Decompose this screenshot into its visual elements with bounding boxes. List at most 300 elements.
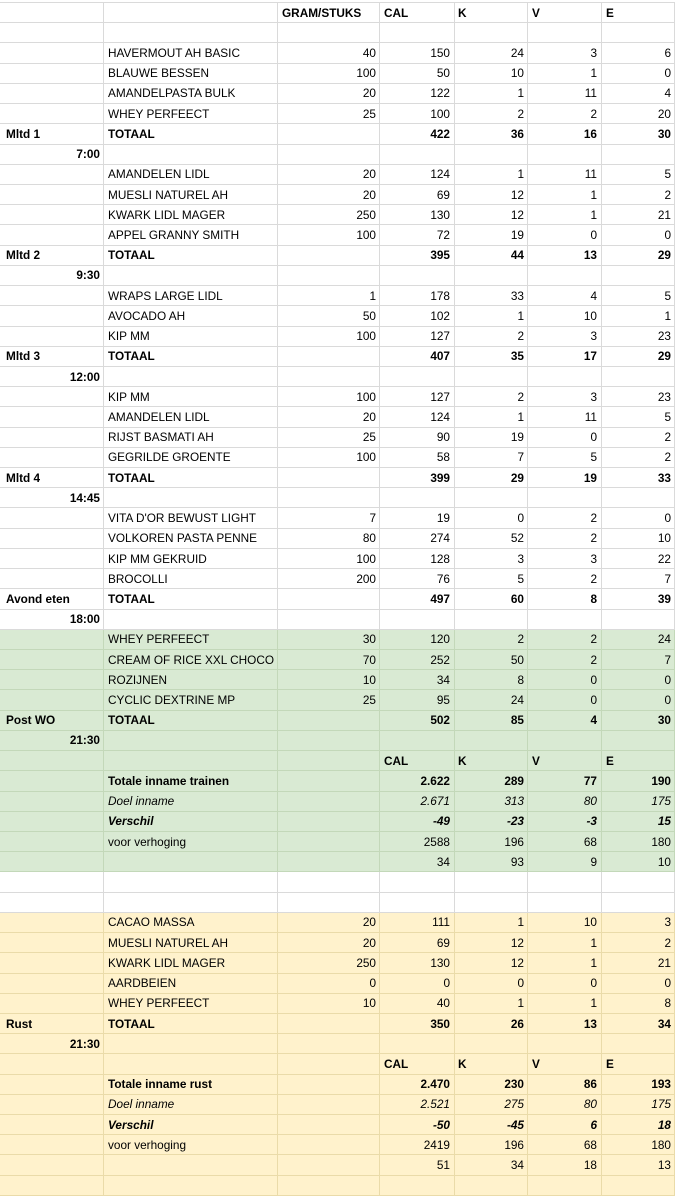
meal-label-cell[interactable]	[0, 792, 104, 812]
fat-cell[interactable]: -3	[528, 812, 602, 832]
food-name-cell[interactable]: KWARK LIDL MAGER	[104, 205, 278, 225]
carbs-cell[interactable]	[455, 266, 528, 286]
protein-cell[interactable]: 7	[602, 650, 675, 670]
carbs-cell[interactable]: K	[455, 1054, 528, 1074]
meal-label-cell[interactable]	[0, 670, 104, 690]
fat-cell[interactable]: V	[528, 3, 602, 23]
food-name-cell[interactable]: MUESLI NATUREL AH	[104, 185, 278, 205]
protein-cell[interactable]: 0	[602, 670, 675, 690]
fat-cell[interactable]: 10	[528, 306, 602, 326]
gram-cell[interactable]	[278, 246, 380, 266]
calories-cell[interactable]: 34	[380, 852, 455, 872]
food-name-cell[interactable]: ROZIJNEN	[104, 670, 278, 690]
meal-label-cell[interactable]: Post WO	[0, 711, 104, 731]
meal-label-cell[interactable]	[0, 84, 104, 104]
protein-cell[interactable]: 0	[602, 508, 675, 528]
protein-cell[interactable]: 180	[602, 1135, 675, 1155]
food-name-cell[interactable]: Doel inname	[104, 792, 278, 812]
protein-cell[interactable]	[602, 893, 675, 913]
gram-cell[interactable]: 30	[278, 630, 380, 650]
calories-cell[interactable]: 274	[380, 529, 455, 549]
carbs-cell[interactable]: 33	[455, 286, 528, 306]
meal-label-cell[interactable]	[0, 974, 104, 994]
protein-cell[interactable]: E	[602, 751, 675, 771]
protein-cell[interactable]: 29	[602, 347, 675, 367]
carbs-cell[interactable]: 26	[455, 1014, 528, 1034]
gram-cell[interactable]: 50	[278, 306, 380, 326]
carbs-cell[interactable]: 93	[455, 852, 528, 872]
meal-label-cell[interactable]: Mltd 3	[0, 347, 104, 367]
meal-label-cell[interactable]	[0, 23, 104, 43]
fat-cell[interactable]	[528, 23, 602, 43]
protein-cell[interactable]: 21	[602, 953, 675, 973]
calories-cell[interactable]	[380, 23, 455, 43]
meal-label-cell[interactable]: 21:30	[0, 731, 104, 751]
protein-cell[interactable]: E	[602, 1054, 675, 1074]
food-name-cell[interactable]	[104, 1054, 278, 1074]
protein-cell[interactable]: 18	[602, 1115, 675, 1135]
food-name-cell[interactable]: WRAPS LARGE LIDL	[104, 286, 278, 306]
food-name-cell[interactable]	[104, 266, 278, 286]
carbs-cell[interactable]: 5	[455, 569, 528, 589]
protein-cell[interactable]: 5	[602, 286, 675, 306]
calories-cell[interactable]: 95	[380, 690, 455, 710]
meal-label-cell[interactable]	[0, 913, 104, 933]
meal-label-cell[interactable]	[0, 185, 104, 205]
fat-cell[interactable]: 11	[528, 407, 602, 427]
food-name-cell[interactable]: AVOCADO AH	[104, 306, 278, 326]
fat-cell[interactable]: 68	[528, 1135, 602, 1155]
calories-cell[interactable]: 19	[380, 508, 455, 528]
meal-label-cell[interactable]	[0, 286, 104, 306]
carbs-cell[interactable]: 1	[455, 165, 528, 185]
calories-cell[interactable]	[380, 1034, 455, 1054]
food-name-cell[interactable]: KIP MM	[104, 327, 278, 347]
fat-cell[interactable]: 8	[528, 589, 602, 609]
fat-cell[interactable]: 86	[528, 1075, 602, 1095]
protein-cell[interactable]: 1	[602, 306, 675, 326]
carbs-cell[interactable]	[455, 893, 528, 913]
meal-label-cell[interactable]	[0, 43, 104, 63]
calories-cell[interactable]	[380, 1176, 455, 1196]
calories-cell[interactable]: 422	[380, 124, 455, 144]
meal-label-cell[interactable]: 21:30	[0, 1034, 104, 1054]
fat-cell[interactable]: 2	[528, 508, 602, 528]
food-name-cell[interactable]: CACAO MASSA	[104, 913, 278, 933]
gram-cell[interactable]	[278, 792, 380, 812]
protein-cell[interactable]: 6	[602, 43, 675, 63]
meal-label-cell[interactable]	[0, 549, 104, 569]
calories-cell[interactable]: 130	[380, 205, 455, 225]
carbs-cell[interactable]: 35	[455, 347, 528, 367]
protein-cell[interactable]: 34	[602, 1014, 675, 1034]
fat-cell[interactable]: 4	[528, 286, 602, 306]
carbs-cell[interactable]: K	[455, 751, 528, 771]
gram-cell[interactable]: 100	[278, 448, 380, 468]
meal-label-cell[interactable]	[0, 306, 104, 326]
calories-cell[interactable]: 178	[380, 286, 455, 306]
carbs-cell[interactable]	[455, 488, 528, 508]
gram-cell[interactable]: 100	[278, 387, 380, 407]
calories-cell[interactable]: 252	[380, 650, 455, 670]
fat-cell[interactable]: 10	[528, 913, 602, 933]
carbs-cell[interactable]: 1	[455, 306, 528, 326]
meal-label-cell[interactable]	[0, 387, 104, 407]
gram-cell[interactable]	[278, 367, 380, 387]
food-name-cell[interactable]: HAVERMOUT AH BASIC	[104, 43, 278, 63]
calories-cell[interactable]: 34	[380, 670, 455, 690]
meal-label-cell[interactable]	[0, 165, 104, 185]
calories-cell[interactable]: 51	[380, 1155, 455, 1175]
food-name-cell[interactable]	[104, 1155, 278, 1175]
protein-cell[interactable]: 8	[602, 994, 675, 1014]
meal-label-cell[interactable]	[0, 771, 104, 791]
carbs-cell[interactable]: 19	[455, 225, 528, 245]
fat-cell[interactable]	[528, 266, 602, 286]
calories-cell[interactable]: 150	[380, 43, 455, 63]
carbs-cell[interactable]: 230	[455, 1075, 528, 1095]
carbs-cell[interactable]: 8	[455, 670, 528, 690]
meal-label-cell[interactable]: 7:00	[0, 145, 104, 165]
fat-cell[interactable]: 16	[528, 124, 602, 144]
gram-cell[interactable]: 250	[278, 205, 380, 225]
gram-cell[interactable]: 20	[278, 84, 380, 104]
gram-cell[interactable]	[278, 1135, 380, 1155]
protein-cell[interactable]: 7	[602, 569, 675, 589]
gram-cell[interactable]	[278, 771, 380, 791]
protein-cell[interactable]: 0	[602, 225, 675, 245]
meal-label-cell[interactable]	[0, 1115, 104, 1135]
carbs-cell[interactable]: 2	[455, 327, 528, 347]
gram-cell[interactable]: 100	[278, 327, 380, 347]
fat-cell[interactable]	[528, 610, 602, 630]
protein-cell[interactable]: 33	[602, 468, 675, 488]
protein-cell[interactable]: 0	[602, 690, 675, 710]
gram-cell[interactable]: 25	[278, 690, 380, 710]
fat-cell[interactable]: 1	[528, 185, 602, 205]
gram-cell[interactable]: 200	[278, 569, 380, 589]
food-name-cell[interactable]	[104, 731, 278, 751]
carbs-cell[interactable]: -45	[455, 1115, 528, 1135]
carbs-cell[interactable]: 1	[455, 994, 528, 1014]
calories-cell[interactable]: 50	[380, 64, 455, 84]
meal-label-cell[interactable]	[0, 1155, 104, 1175]
fat-cell[interactable]: 68	[528, 832, 602, 852]
calories-cell[interactable]: 58	[380, 448, 455, 468]
calories-cell[interactable]: 407	[380, 347, 455, 367]
food-name-cell[interactable]: Verschil	[104, 812, 278, 832]
calories-cell[interactable]: 40	[380, 994, 455, 1014]
gram-cell[interactable]: 20	[278, 407, 380, 427]
gram-cell[interactable]: 25	[278, 428, 380, 448]
protein-cell[interactable]: E	[602, 3, 675, 23]
food-name-cell[interactable]: TOTAAL	[104, 468, 278, 488]
calories-cell[interactable]: 395	[380, 246, 455, 266]
gram-cell[interactable]: 10	[278, 670, 380, 690]
protein-cell[interactable]: 24	[602, 630, 675, 650]
carbs-cell[interactable]: 3	[455, 549, 528, 569]
food-name-cell[interactable]	[104, 751, 278, 771]
fat-cell[interactable]: 11	[528, 84, 602, 104]
gram-cell[interactable]	[278, 812, 380, 832]
food-name-cell[interactable]: WHEY PERFEECT	[104, 104, 278, 124]
fat-cell[interactable]: 18	[528, 1155, 602, 1175]
carbs-cell[interactable]: 85	[455, 711, 528, 731]
calories-cell[interactable]: -50	[380, 1115, 455, 1135]
fat-cell[interactable]: 9	[528, 852, 602, 872]
meal-label-cell[interactable]: 14:45	[0, 488, 104, 508]
fat-cell[interactable]: 1	[528, 64, 602, 84]
calories-cell[interactable]: 502	[380, 711, 455, 731]
meal-label-cell[interactable]	[0, 872, 104, 892]
carbs-cell[interactable]: 7	[455, 448, 528, 468]
gram-cell[interactable]	[278, 468, 380, 488]
gram-cell[interactable]	[278, 832, 380, 852]
gram-cell[interactable]: 100	[278, 549, 380, 569]
fat-cell[interactable]	[528, 145, 602, 165]
carbs-cell[interactable]: 196	[455, 832, 528, 852]
protein-cell[interactable]: 2	[602, 933, 675, 953]
protein-cell[interactable]	[602, 266, 675, 286]
carbs-cell[interactable]: 12	[455, 933, 528, 953]
calories-cell[interactable]: 124	[380, 165, 455, 185]
gram-cell[interactable]: 10	[278, 994, 380, 1014]
protein-cell[interactable]: 10	[602, 529, 675, 549]
fat-cell[interactable]	[528, 893, 602, 913]
carbs-cell[interactable]	[455, 145, 528, 165]
meal-label-cell[interactable]	[0, 3, 104, 23]
protein-cell[interactable]: 0	[602, 974, 675, 994]
meal-label-cell[interactable]	[0, 1176, 104, 1196]
protein-cell[interactable]: 15	[602, 812, 675, 832]
food-name-cell[interactable]: AMANDELPASTA BULK	[104, 84, 278, 104]
carbs-cell[interactable]: 36	[455, 124, 528, 144]
calories-cell[interactable]: 2.470	[380, 1075, 455, 1095]
fat-cell[interactable]: 2	[528, 630, 602, 650]
fat-cell[interactable]	[528, 488, 602, 508]
protein-cell[interactable]: 30	[602, 124, 675, 144]
carbs-cell[interactable]: 2	[455, 387, 528, 407]
fat-cell[interactable]: 11	[528, 165, 602, 185]
fat-cell[interactable]	[528, 731, 602, 751]
protein-cell[interactable]: 10	[602, 852, 675, 872]
meal-label-cell[interactable]	[0, 569, 104, 589]
fat-cell[interactable]: 3	[528, 43, 602, 63]
calories-cell[interactable]	[380, 488, 455, 508]
carbs-cell[interactable]: 2	[455, 630, 528, 650]
gram-cell[interactable]: 40	[278, 43, 380, 63]
meal-label-cell[interactable]	[0, 893, 104, 913]
food-name-cell[interactable]	[104, 1034, 278, 1054]
food-name-cell[interactable]: Doel inname	[104, 1095, 278, 1115]
food-name-cell[interactable]: CREAM OF RICE XXL CHOCO	[104, 650, 278, 670]
carbs-cell[interactable]	[455, 1176, 528, 1196]
meal-label-cell[interactable]	[0, 1095, 104, 1115]
fat-cell[interactable]: 2	[528, 104, 602, 124]
calories-cell[interactable]: 128	[380, 549, 455, 569]
fat-cell[interactable]: 80	[528, 1095, 602, 1115]
carbs-cell[interactable]: 12	[455, 185, 528, 205]
carbs-cell[interactable]: 34	[455, 1155, 528, 1175]
fat-cell[interactable]: 0	[528, 428, 602, 448]
gram-cell[interactable]	[278, 711, 380, 731]
protein-cell[interactable]: 193	[602, 1075, 675, 1095]
meal-label-cell[interactable]	[0, 630, 104, 650]
calories-cell[interactable]	[380, 367, 455, 387]
protein-cell[interactable]: 23	[602, 327, 675, 347]
calories-cell[interactable]: 111	[380, 913, 455, 933]
gram-cell[interactable]	[278, 751, 380, 771]
gram-cell[interactable]: 100	[278, 64, 380, 84]
food-name-cell[interactable]: AMANDELEN LIDL	[104, 165, 278, 185]
gram-cell[interactable]	[278, 145, 380, 165]
meal-label-cell[interactable]	[0, 64, 104, 84]
meal-label-cell[interactable]	[0, 1135, 104, 1155]
fat-cell[interactable]: 0	[528, 974, 602, 994]
protein-cell[interactable]: 13	[602, 1155, 675, 1175]
protein-cell[interactable]: 180	[602, 832, 675, 852]
carbs-cell[interactable]: -23	[455, 812, 528, 832]
meal-label-cell[interactable]	[0, 852, 104, 872]
food-name-cell[interactable]: VOLKOREN PASTA PENNE	[104, 529, 278, 549]
fat-cell[interactable]: 6	[528, 1115, 602, 1135]
calories-cell[interactable]: 2419	[380, 1135, 455, 1155]
protein-cell[interactable]: 30	[602, 711, 675, 731]
carbs-cell[interactable]: 196	[455, 1135, 528, 1155]
carbs-cell[interactable]: 1	[455, 84, 528, 104]
calories-cell[interactable]: 69	[380, 933, 455, 953]
gram-cell[interactable]	[278, 731, 380, 751]
food-name-cell[interactable]: AMANDELEN LIDL	[104, 407, 278, 427]
carbs-cell[interactable]	[455, 367, 528, 387]
fat-cell[interactable]: 0	[528, 670, 602, 690]
calories-cell[interactable]	[380, 610, 455, 630]
meal-label-cell[interactable]: Mltd 4	[0, 468, 104, 488]
carbs-cell[interactable]: 10	[455, 64, 528, 84]
food-name-cell[interactable]: CYCLIC DEXTRINE MP	[104, 690, 278, 710]
fat-cell[interactable]: 1	[528, 953, 602, 973]
food-name-cell[interactable]: APPEL GRANNY SMITH	[104, 225, 278, 245]
calories-cell[interactable]: CAL	[380, 3, 455, 23]
calories-cell[interactable]: 350	[380, 1014, 455, 1034]
food-name-cell[interactable]: Totale inname trainen	[104, 771, 278, 791]
food-name-cell[interactable]: MUESLI NATUREL AH	[104, 933, 278, 953]
food-name-cell[interactable]	[104, 488, 278, 508]
food-name-cell[interactable]: TOTAAL	[104, 1014, 278, 1034]
gram-cell[interactable]: 20	[278, 933, 380, 953]
meal-label-cell[interactable]	[0, 327, 104, 347]
calories-cell[interactable]: 2.521	[380, 1095, 455, 1115]
calories-cell[interactable]: 127	[380, 327, 455, 347]
meal-label-cell[interactable]: Mltd 2	[0, 246, 104, 266]
calories-cell[interactable]	[380, 872, 455, 892]
calories-cell[interactable]: 102	[380, 306, 455, 326]
protein-cell[interactable]	[602, 23, 675, 43]
protein-cell[interactable]: 29	[602, 246, 675, 266]
gram-cell[interactable]	[278, 1155, 380, 1175]
fat-cell[interactable]: 3	[528, 549, 602, 569]
protein-cell[interactable]: 2	[602, 185, 675, 205]
food-name-cell[interactable]: TOTAAL	[104, 347, 278, 367]
calories-cell[interactable]: 72	[380, 225, 455, 245]
meal-label-cell[interactable]	[0, 407, 104, 427]
fat-cell[interactable]	[528, 1034, 602, 1054]
gram-cell[interactable]	[278, 1095, 380, 1115]
food-name-cell[interactable]: voor verhoging	[104, 1135, 278, 1155]
meal-label-cell[interactable]	[0, 812, 104, 832]
meal-label-cell[interactable]	[0, 104, 104, 124]
food-name-cell[interactable]: VITA D'OR BEWUST LIGHT	[104, 508, 278, 528]
calories-cell[interactable]: 124	[380, 407, 455, 427]
meal-label-cell[interactable]	[0, 1075, 104, 1095]
gram-cell[interactable]	[278, 23, 380, 43]
food-name-cell[interactable]: voor verhoging	[104, 832, 278, 852]
gram-cell[interactable]: 250	[278, 953, 380, 973]
calories-cell[interactable]: 120	[380, 630, 455, 650]
food-name-cell[interactable]	[104, 893, 278, 913]
carbs-cell[interactable]: 12	[455, 953, 528, 973]
gram-cell[interactable]	[278, 852, 380, 872]
calories-cell[interactable]: 127	[380, 387, 455, 407]
protein-cell[interactable]: 3	[602, 913, 675, 933]
fat-cell[interactable]: 1	[528, 994, 602, 1014]
fat-cell[interactable]: 2	[528, 529, 602, 549]
protein-cell[interactable]	[602, 731, 675, 751]
carbs-cell[interactable]: 313	[455, 792, 528, 812]
carbs-cell[interactable]: 24	[455, 43, 528, 63]
calories-cell[interactable]: 399	[380, 468, 455, 488]
protein-cell[interactable]: 21	[602, 205, 675, 225]
calories-cell[interactable]: 90	[380, 428, 455, 448]
protein-cell[interactable]: 5	[602, 407, 675, 427]
food-name-cell[interactable]	[104, 610, 278, 630]
calories-cell[interactable]: 497	[380, 589, 455, 609]
protein-cell[interactable]: 23	[602, 387, 675, 407]
food-name-cell[interactable]	[104, 145, 278, 165]
protein-cell[interactable]: 5	[602, 165, 675, 185]
fat-cell[interactable]: 2	[528, 650, 602, 670]
gram-cell[interactable]: 100	[278, 225, 380, 245]
food-name-cell[interactable]: GEGRILDE GROENTE	[104, 448, 278, 468]
protein-cell[interactable]: 175	[602, 1095, 675, 1115]
gram-cell[interactable]	[278, 872, 380, 892]
gram-cell[interactable]	[278, 1054, 380, 1074]
protein-cell[interactable]	[602, 145, 675, 165]
fat-cell[interactable]: 5	[528, 448, 602, 468]
food-name-cell[interactable]: BROCOLLI	[104, 569, 278, 589]
meal-label-cell[interactable]	[0, 529, 104, 549]
fat-cell[interactable]: 0	[528, 225, 602, 245]
fat-cell[interactable]: 0	[528, 690, 602, 710]
fat-cell[interactable]: 2	[528, 569, 602, 589]
food-name-cell[interactable]: Verschil	[104, 1115, 278, 1135]
gram-cell[interactable]: 70	[278, 650, 380, 670]
fat-cell[interactable]	[528, 872, 602, 892]
carbs-cell[interactable]	[455, 610, 528, 630]
carbs-cell[interactable]: 24	[455, 690, 528, 710]
food-name-cell[interactable]	[104, 23, 278, 43]
fat-cell[interactable]: V	[528, 1054, 602, 1074]
protein-cell[interactable]: 39	[602, 589, 675, 609]
protein-cell[interactable]	[602, 367, 675, 387]
food-name-cell[interactable]: WHEY PERFEECT	[104, 994, 278, 1014]
protein-cell[interactable]: 0	[602, 64, 675, 84]
gram-cell[interactable]	[278, 1115, 380, 1135]
food-name-cell[interactable]: Totale inname rust	[104, 1075, 278, 1095]
meal-label-cell[interactable]: Rust	[0, 1014, 104, 1034]
meal-label-cell[interactable]: Avond eten	[0, 589, 104, 609]
carbs-cell[interactable]: 0	[455, 508, 528, 528]
